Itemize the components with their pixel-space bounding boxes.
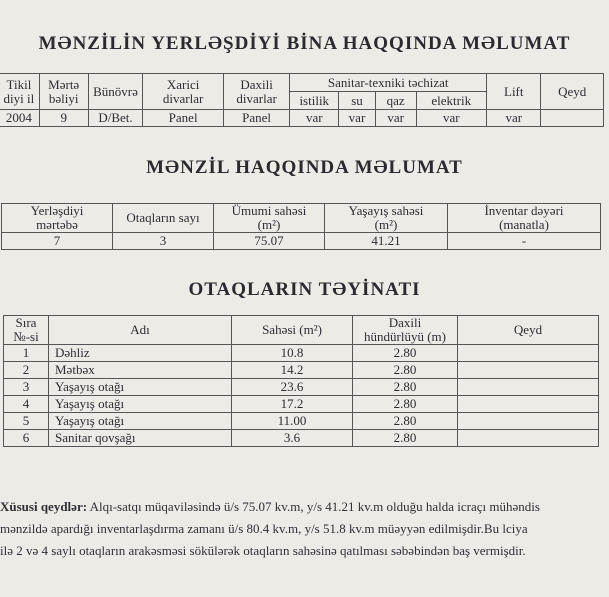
value-gas: var [375, 110, 416, 127]
header-total-area: Ümumi sahəsi (m²) [214, 204, 325, 233]
room-name: Yaşayış otağı [49, 413, 232, 430]
value-heating: var [290, 110, 339, 127]
table-row [4, 413, 599, 430]
table-row [4, 345, 599, 362]
header-gas: qaz [375, 92, 416, 110]
table-row [4, 396, 599, 413]
table-row [4, 362, 599, 379]
header-row-number: Sıra №-si [4, 316, 49, 345]
notes-text-1: Alqı-satqı müqaviləsində ü/s 75.07 kv.m, y/s 41.21 kv.m olduğu halda icraçı mühəndis [87, 499, 540, 514]
value-int-walls: Panel [223, 110, 290, 127]
header-room-note: Qeyd [458, 316, 599, 345]
room-area: 11.00 [232, 413, 353, 430]
room-area: 3.6 [232, 430, 353, 447]
apartment-info-title: MƏNZİL HAQQINDA MƏLUMAT [146, 157, 463, 178]
special-notes [0, 496, 609, 562]
value-inventory: - [448, 233, 601, 250]
header-heating: istilik [290, 92, 339, 110]
room-name: Dəhliz [49, 345, 232, 362]
row-number: 3 [4, 379, 49, 396]
rooms-table [3, 315, 599, 447]
row-number: 2 [4, 362, 49, 379]
header-sanitary: Sanitar-texniki təchizat [290, 74, 487, 92]
room-area: 17.2 [232, 396, 353, 413]
header-electric: elektrik [416, 92, 487, 110]
room-area: 10.8 [232, 345, 353, 362]
room-height: 2.80 [353, 430, 458, 447]
room-name: Yaşayış otağı [49, 379, 232, 396]
value-water: var [339, 110, 376, 127]
value-electric: var [416, 110, 487, 127]
value-rooms: 3 [113, 233, 214, 250]
room-height: 2.80 [353, 362, 458, 379]
building-info-table [0, 73, 604, 127]
row-number: 4 [4, 396, 49, 413]
room-note [458, 413, 599, 430]
header-room-name: Adı [49, 316, 232, 345]
value-floors: 9 [39, 110, 88, 127]
value-total-area: 75.07 [214, 233, 325, 250]
room-area: 23.6 [232, 379, 353, 396]
header-floors: Mərtə bəliyi [39, 74, 88, 110]
value-lift: var [487, 110, 541, 127]
value-note [541, 110, 604, 127]
table-row [4, 379, 599, 396]
header-floor: Yerləşdiyi mərtəbə [2, 204, 113, 233]
value-floor: 7 [2, 233, 113, 250]
building-info-title: MƏNZİLİN YERLƏŞDİYİ BİNA HAQQINDA MƏLUMAT [38, 33, 571, 54]
value-ext-walls: Panel [143, 110, 223, 127]
rooms-purpose-title: OTAQLARIN TƏYİNATI [188, 279, 421, 300]
room-note [458, 379, 599, 396]
room-height: 2.80 [353, 396, 458, 413]
header-ext-walls: Xarici divarlar [143, 74, 223, 110]
room-name: Mətbəx [49, 362, 232, 379]
header-room-height: Daxili hündürlüyü (m) [353, 316, 458, 345]
header-room-area: Sahəsi (m²) [232, 316, 353, 345]
notes-line-1 [0, 496, 609, 518]
room-note [458, 430, 599, 447]
value-living-area: 41.21 [325, 233, 448, 250]
header-year: Tikil diyi il [0, 74, 39, 110]
room-name: Yaşayış otağı [49, 396, 232, 413]
notes-label: Xüsusi qeydlər: [0, 499, 88, 514]
value-year: 2004 [0, 110, 39, 127]
room-height: 2.80 [353, 413, 458, 430]
header-lift: Lift [487, 74, 541, 110]
table-row [4, 430, 599, 447]
header-foundation: Bünövrə [88, 74, 143, 110]
value-foundation: D/Bet. [88, 110, 143, 127]
apartment-info-table [1, 203, 601, 250]
room-name: Sanitar qovşağı [49, 430, 232, 447]
room-area: 14.2 [232, 362, 353, 379]
notes-line-3: ilə 2 və 4 saylı otaqların arakəsməsi sökülərək otaqların sahəsinə qatılması səbəbindən baş vermişdir. [0, 543, 526, 558]
row-number: 5 [4, 413, 49, 430]
header-water: su [339, 92, 376, 110]
notes-line-2: mənzildə apardığı inventarlaşdırma zamanı ü/s 80.4 kv.m, y/s 51.8 kv.m müəyyən edilmişdir.Bu lciya [0, 521, 528, 536]
header-note: Qeyd [541, 74, 604, 110]
room-note [458, 345, 599, 362]
room-height: 2.80 [353, 345, 458, 362]
row-number: 6 [4, 430, 49, 447]
room-note [458, 396, 599, 413]
room-note [458, 362, 599, 379]
room-height: 2.80 [353, 379, 458, 396]
header-rooms: Otaqların sayı [113, 204, 214, 233]
header-living-area: Yaşayış sahəsi (m²) [325, 204, 448, 233]
header-int-walls: Daxili divarlar [223, 74, 290, 110]
row-number: 1 [4, 345, 49, 362]
header-inventory-value: İnventar dəyəri (manatla) [448, 204, 601, 233]
